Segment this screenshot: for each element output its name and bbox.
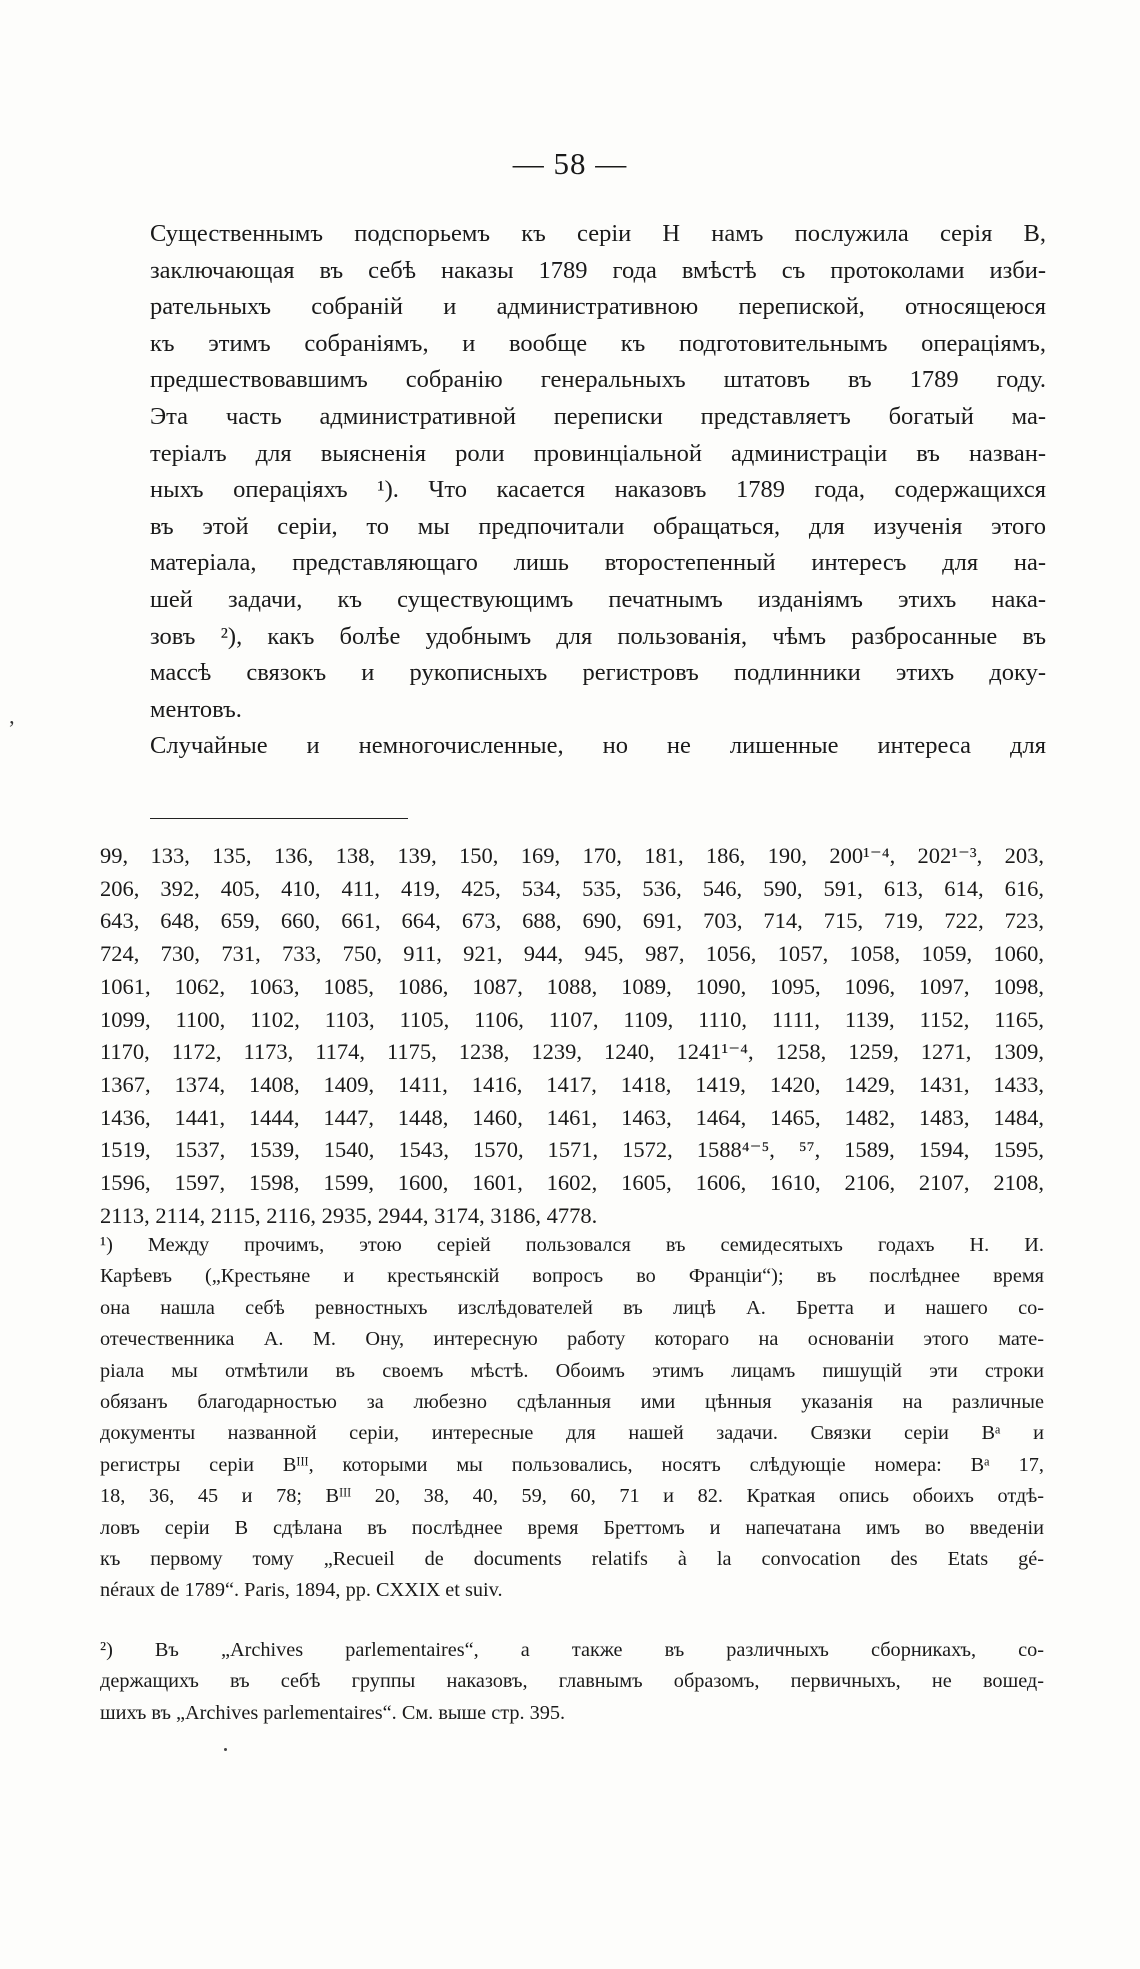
number-line: 99, 133, 135, 136, 138, 139, 150, 169, 170, 181, 186, 190, 200¹⁻⁴, 202¹⁻³, 203, xyxy=(100,843,1044,868)
number-line: 1519, 1537, 1539, 1540, 1543, 1570, 1571, 1572, 1588⁴⁻⁵, ⁵⁷, 1589, 1594, 1595, xyxy=(100,1137,1044,1163)
footnote-line: ловъ серіи B сдѣлана въ послѣднее время Бреттомъ и напечатана имъ во введеніи xyxy=(100,1516,1044,1539)
body-line: Случайные и немногочисленные, но не лишенные интереса для xyxy=(150,732,1046,760)
body-line: заключающая въ себѣ наказы 1789 года вмѣстѣ съ протоколами изби- xyxy=(150,256,1046,284)
footnote-line: регистры серіи Bᴵᴵᴵ, которыми мы пользовались, носятъ слѣдующіе номера: Bᵃ 17, xyxy=(100,1453,1044,1476)
body-line: зовъ ²), какъ болѣе удобнымъ для пользованія, чѣмъ разбросанные въ xyxy=(150,622,1046,650)
footnote-line: ріала мы отмѣтили въ своемъ мѣстѣ. Обоимъ этимъ лицамъ пишущій эти строки xyxy=(100,1359,1044,1382)
number-line: 1596, 1597, 1598, 1599, 1600, 1601, 1602, 1605, 1606, 1610, 2106, 2107, 2108, xyxy=(100,1170,1044,1196)
number-list xyxy=(100,840,1044,1232)
footnote-line: обязанъ благодарностью за любезно сдѣланныя ими цѣнныя указанія на различные xyxy=(100,1391,1044,1414)
body-line: ныхъ операціяхъ ¹). Что касается наказовъ 1789 года, содержащихся xyxy=(150,476,1046,504)
number-line: 1170, 1172, 1173, 1174, 1175, 1238, 1239, 1240, 1241¹⁻⁴, 1258, 1259, 1271, 1309, xyxy=(100,1039,1044,1065)
footnote-line: ¹) Между прочимъ, этою серіей пользовался въ семидесятыхъ годахъ Н. И. xyxy=(100,1234,1044,1256)
number-line: 206, 392, 405, 410, 411, 419, 425, 534, 535, 536, 546, 590, 591, 613, 614, 616, xyxy=(100,875,1044,901)
footnote-line: документы названной серіи, интересные для нашей задачи. Связки серіи Bᵃ и xyxy=(100,1422,1044,1445)
page-number: — 58 — xyxy=(512,146,628,181)
margin-mark: ʼ xyxy=(8,716,16,741)
body-line: матеріала, представляющаго лишь второстепенный интересъ для на- xyxy=(150,549,1046,577)
print-speck xyxy=(224,1748,227,1751)
body-line: въ этой серіи, то мы предпочитали обращаться, для изученія этого xyxy=(150,512,1046,540)
body-line: шей задачи, къ существующимъ печатнымъ изданіямъ этихъ нака- xyxy=(150,585,1046,613)
footnote-line: къ первому тому „Recueil de documents relatifs à la convocation des Etats gé- xyxy=(100,1548,1044,1571)
footnote-line: néraux de 1789“. Paris, 1894, pp. CXXIX et suiv. xyxy=(100,1579,503,1602)
footnote-line: держащихъ въ себѣ группы наказовъ, главнымъ образомъ, первичныхъ, не вошед- xyxy=(100,1670,1044,1693)
body-line: Существеннымъ подспорьемъ къ серіи H намъ послужила серія B, xyxy=(150,220,1046,247)
number-line: 2113, 2114, 2115, 2116, 2935, 2944, 3174, 3186, 4778. xyxy=(100,1202,598,1228)
footnote-2 xyxy=(100,1635,1044,1729)
body-line: массѣ связокъ и рукописныхъ регистровъ подлинники этихъ доку- xyxy=(150,659,1046,687)
footnote-line: отечественника А. М. Ону, интересную работу котораго на основаніи этого мате- xyxy=(100,1328,1044,1351)
footnote-line: она нашла себѣ ревностныхъ изслѣдователей въ лицѣ А. Бретта и нашего со- xyxy=(100,1296,1044,1319)
footnote-rule xyxy=(150,818,408,819)
footnote-line: ²) Въ „Archives parlementaires“, а также въ различныхъ сборникахъ, со- xyxy=(100,1639,1044,1661)
number-line: 1061, 1062, 1063, 1085, 1086, 1087, 1088, 1089, 1090, 1095, 1096, 1097, 1098, xyxy=(100,973,1044,999)
footnote-1 xyxy=(100,1230,1044,1607)
footnote-line: 18, 36, 45 и 78; Bᴵᴵᴵ 20, 38, 40, 59, 60, 71 и 82. Краткая опись обоихъ отдѣ- xyxy=(100,1485,1044,1508)
footnote-line: Карѣевъ („Крестьяне и крестьянскій вопросъ во Франціи“); въ послѣднее время xyxy=(100,1265,1044,1288)
number-line: 1367, 1374, 1408, 1409, 1411, 1416, 1417, 1418, 1419, 1420, 1429, 1431, 1433, xyxy=(100,1071,1044,1097)
body-line: къ этимъ собраніямъ, и вообще къ подготовительнымъ операціямъ, xyxy=(150,329,1046,357)
body-line: предшествовавшимъ собранію генеральныхъ штатовъ въ 1789 году. xyxy=(150,366,1046,394)
number-line: 1436, 1441, 1444, 1447, 1448, 1460, 1461, 1463, 1464, 1465, 1482, 1483, 1484, xyxy=(100,1104,1044,1130)
number-line: 643, 648, 659, 660, 661, 664, 673, 688, 690, 691, 703, 714, 715, 719, 722, 723, xyxy=(100,908,1044,934)
number-line: 1099, 1100, 1102, 1103, 1105, 1106, 1107, 1109, 1110, 1111, 1139, 1152, 1165, xyxy=(100,1006,1044,1032)
body-line: теріалъ для выясненія роли провинціальной администраціи въ назван- xyxy=(150,439,1046,467)
body-line: Эта часть административной переписки представляетъ богатый ма- xyxy=(150,402,1046,430)
main-paragraphs xyxy=(150,216,1046,765)
footnote-line: шихъ въ „Archives parlementaires“. См. выше стр. 395. xyxy=(100,1701,566,1724)
body-line: ментовъ. xyxy=(150,695,242,723)
number-line: 724, 730, 731, 733, 750, 911, 921, 944, 945, 987, 1056, 1057, 1058, 1059, 1060, xyxy=(100,941,1044,967)
body-line: рательныхъ собраній и административною перепиской, относящеюся xyxy=(150,293,1046,321)
